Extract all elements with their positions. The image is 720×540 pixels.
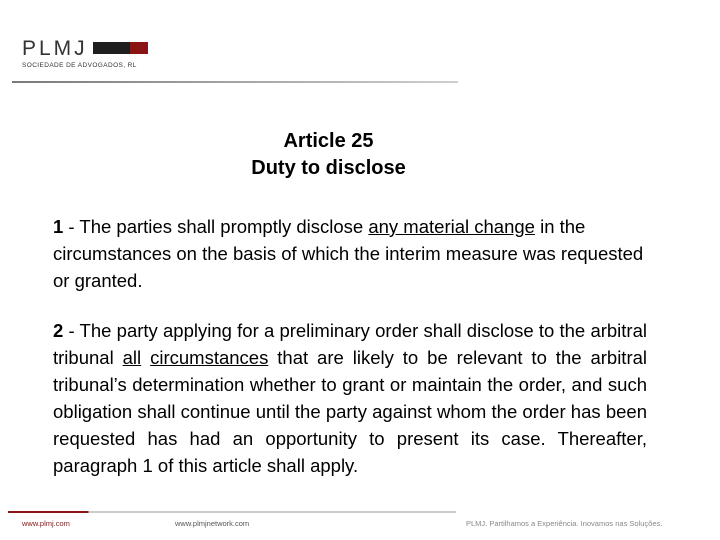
paragraph-number: 1 <box>53 216 64 237</box>
paragraph-text: that are likely to be relevant to the arbitral tribunal’s determination whether to grant or maintain the order, and such obligation shall continue until the party against whom the order has been requested has had an opportunity to present its case. Thereafter, paragraph 1 of this article shall apply. <box>53 347 648 476</box>
header-divider <box>12 81 458 83</box>
footer-tagline: PLMJ. Partilhamos a Experiência. Inovamos nas Soluções. <box>466 519 663 528</box>
article-title <box>0 128 657 182</box>
paragraph-text <box>141 347 150 368</box>
article-subheading: Duty to disclose <box>251 157 406 179</box>
footer-divider <box>8 511 456 513</box>
paragraph-text: - The parties shall promptly disclose <box>63 216 369 237</box>
paragraph-2 <box>53 317 647 479</box>
footer-network-link[interactable]: www.plmjnetwork.com <box>175 519 250 528</box>
logo-dark-bar <box>93 42 130 54</box>
logo-wordmark: PLMJ <box>22 37 88 60</box>
underlined-phrase: any material change <box>368 216 535 237</box>
logo-red-bar <box>130 42 148 54</box>
paragraph-number: 2 <box>53 320 64 341</box>
paragraph-text: - The party applying for a preliminary order shall disclose to the arbitral tribunal <box>53 320 647 368</box>
article-heading: Article 25 <box>283 130 374 152</box>
underlined-word: circumstances <box>150 347 269 368</box>
underlined-word: all <box>122 347 142 368</box>
paragraph-text: in the circumstances on the basis of which the interim measure was requested or granted. <box>53 216 644 291</box>
footer-website-link[interactable]: www.plmj.com <box>22 519 70 528</box>
paragraph-1 <box>53 213 647 294</box>
logo-subtitle: SOCIEDADE DE ADVOGADOS, RL <box>22 62 137 69</box>
